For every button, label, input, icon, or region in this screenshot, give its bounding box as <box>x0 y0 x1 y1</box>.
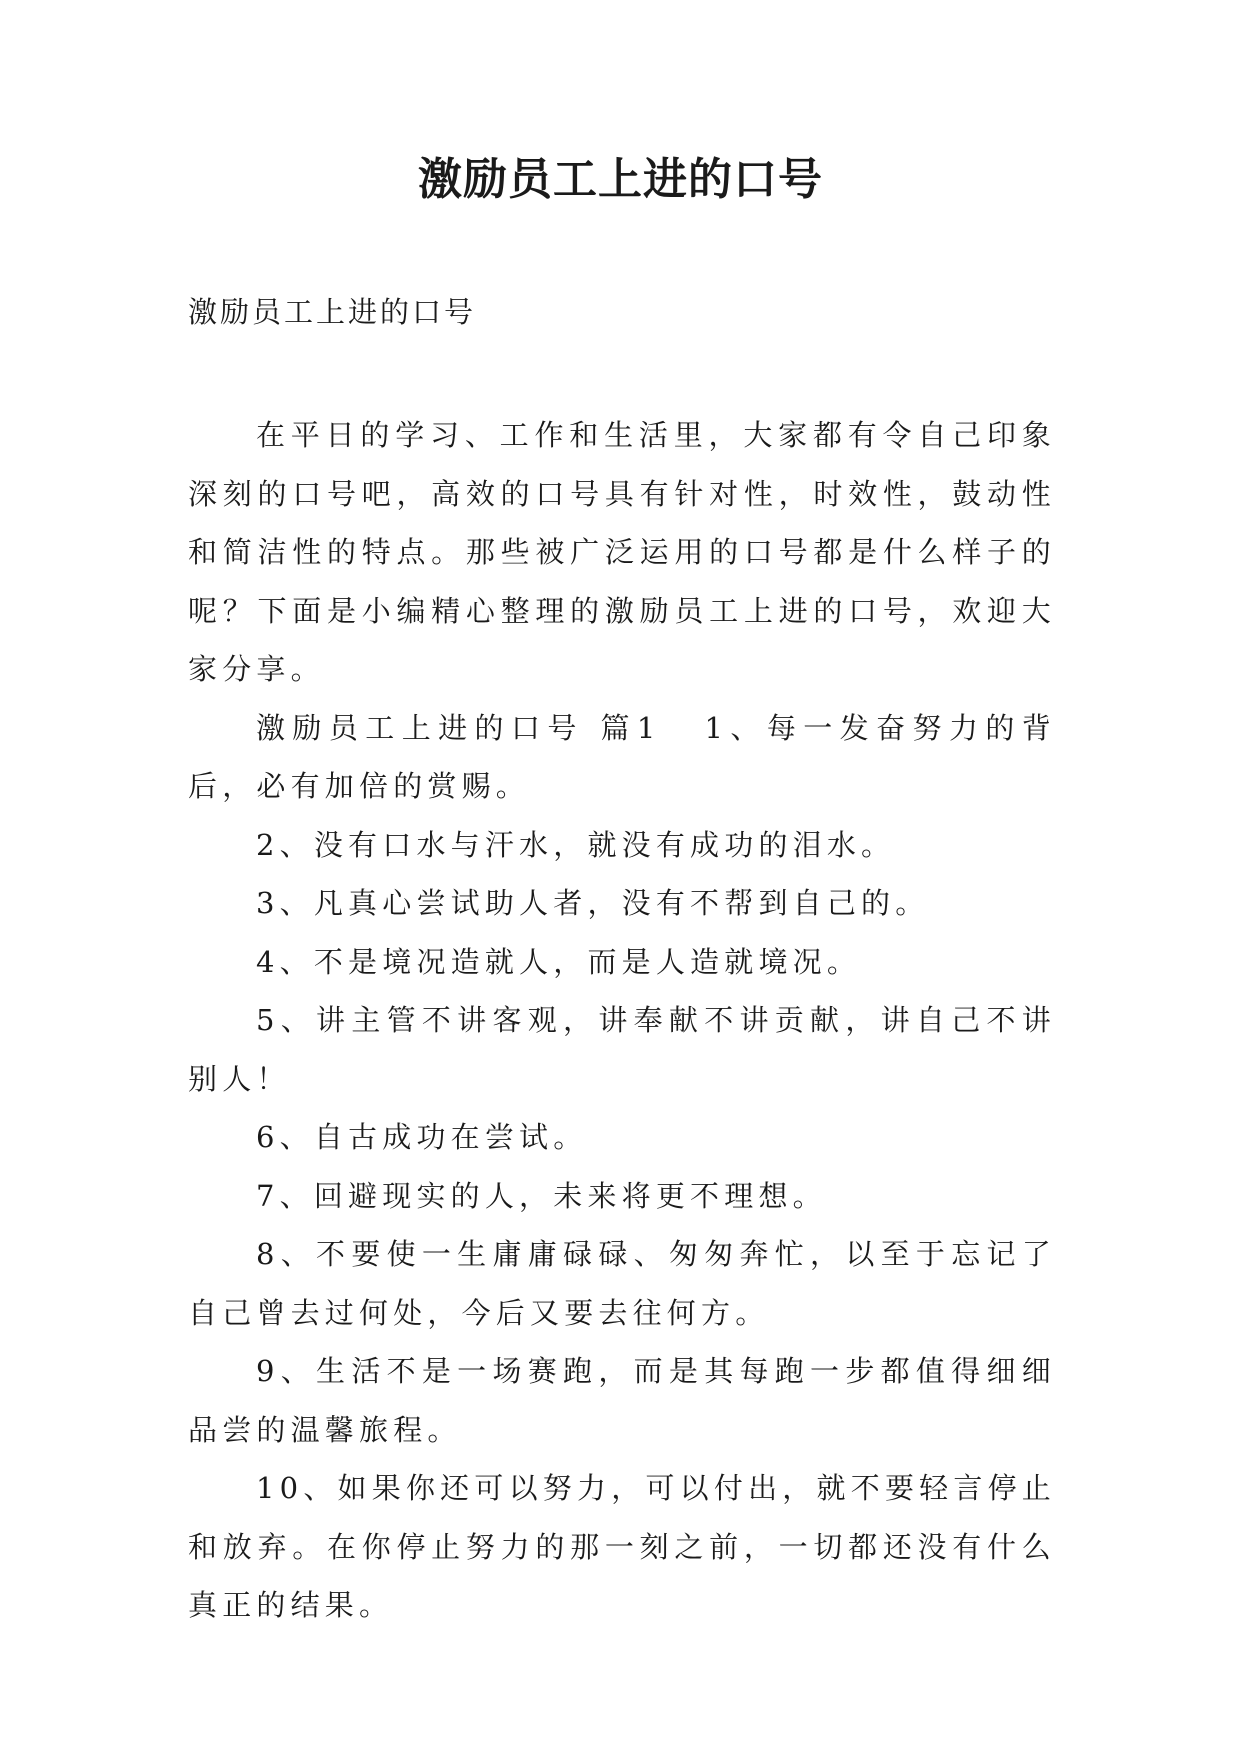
slogan-item-5: 5、讲主管不讲客观，讲奉献不讲贡献，讲自己不讲别人！ <box>188 1003 1056 1096</box>
document-subtitle: 激励员工上进的口号 <box>188 295 477 329</box>
section-heading: 激励员工上进的口号 篇1 <box>256 710 661 745</box>
slogan-item-10: 10、如果你还可以努力，可以付出，就不要轻言停止和放弃。在你停止努力的那一刻之前，一切都还没有什么真正的结果。 <box>188 1471 1056 1622</box>
slogan-item-1: 1、每一发奋努力的背后，必有加倍的赏赐。 <box>188 710 1056 803</box>
slogan-item-9: 9、生活不是一场赛跑，而是其每跑一步都值得细细品尝的温馨旅程。 <box>188 1354 1056 1447</box>
section-paragraph <box>188 699 1056 816</box>
slogan-item-4: 4、不是境况造就人，而是人造就境况。 <box>256 944 862 979</box>
intro-paragraph: 在平日的学习、工作和生活里，大家都有令自己印象深刻的口号吧，高效的口号具有针对性，时效性，鼓动性和简洁性的特点。那些被广泛运用的口号都是什么样子的呢？下面是小编精心整理的激励员工上进的口号，欢迎大家分享。 <box>188 418 1056 686</box>
document-title: 激励员工上进的口号 <box>418 154 823 205</box>
document-body <box>188 406 1056 1635</box>
slogan-item-3: 3、凡真心尝试助人者，没有不帮到自己的。 <box>256 886 930 920</box>
slogan-item-6: 6、自古成功在尝试。 <box>256 1120 588 1154</box>
slogan-item-7: 7、回避现实的人，未来将更不理想。 <box>256 1178 827 1213</box>
slogan-item-2: 2、没有口水与汗水，就没有成功的泪水。 <box>256 827 896 862</box>
slogan-item-8: 8、不要使一生庸庸碌碌、匆匆奔忙，以至于忘记了自己曾去过何处，今后又要去往何方。 <box>188 1237 1056 1330</box>
